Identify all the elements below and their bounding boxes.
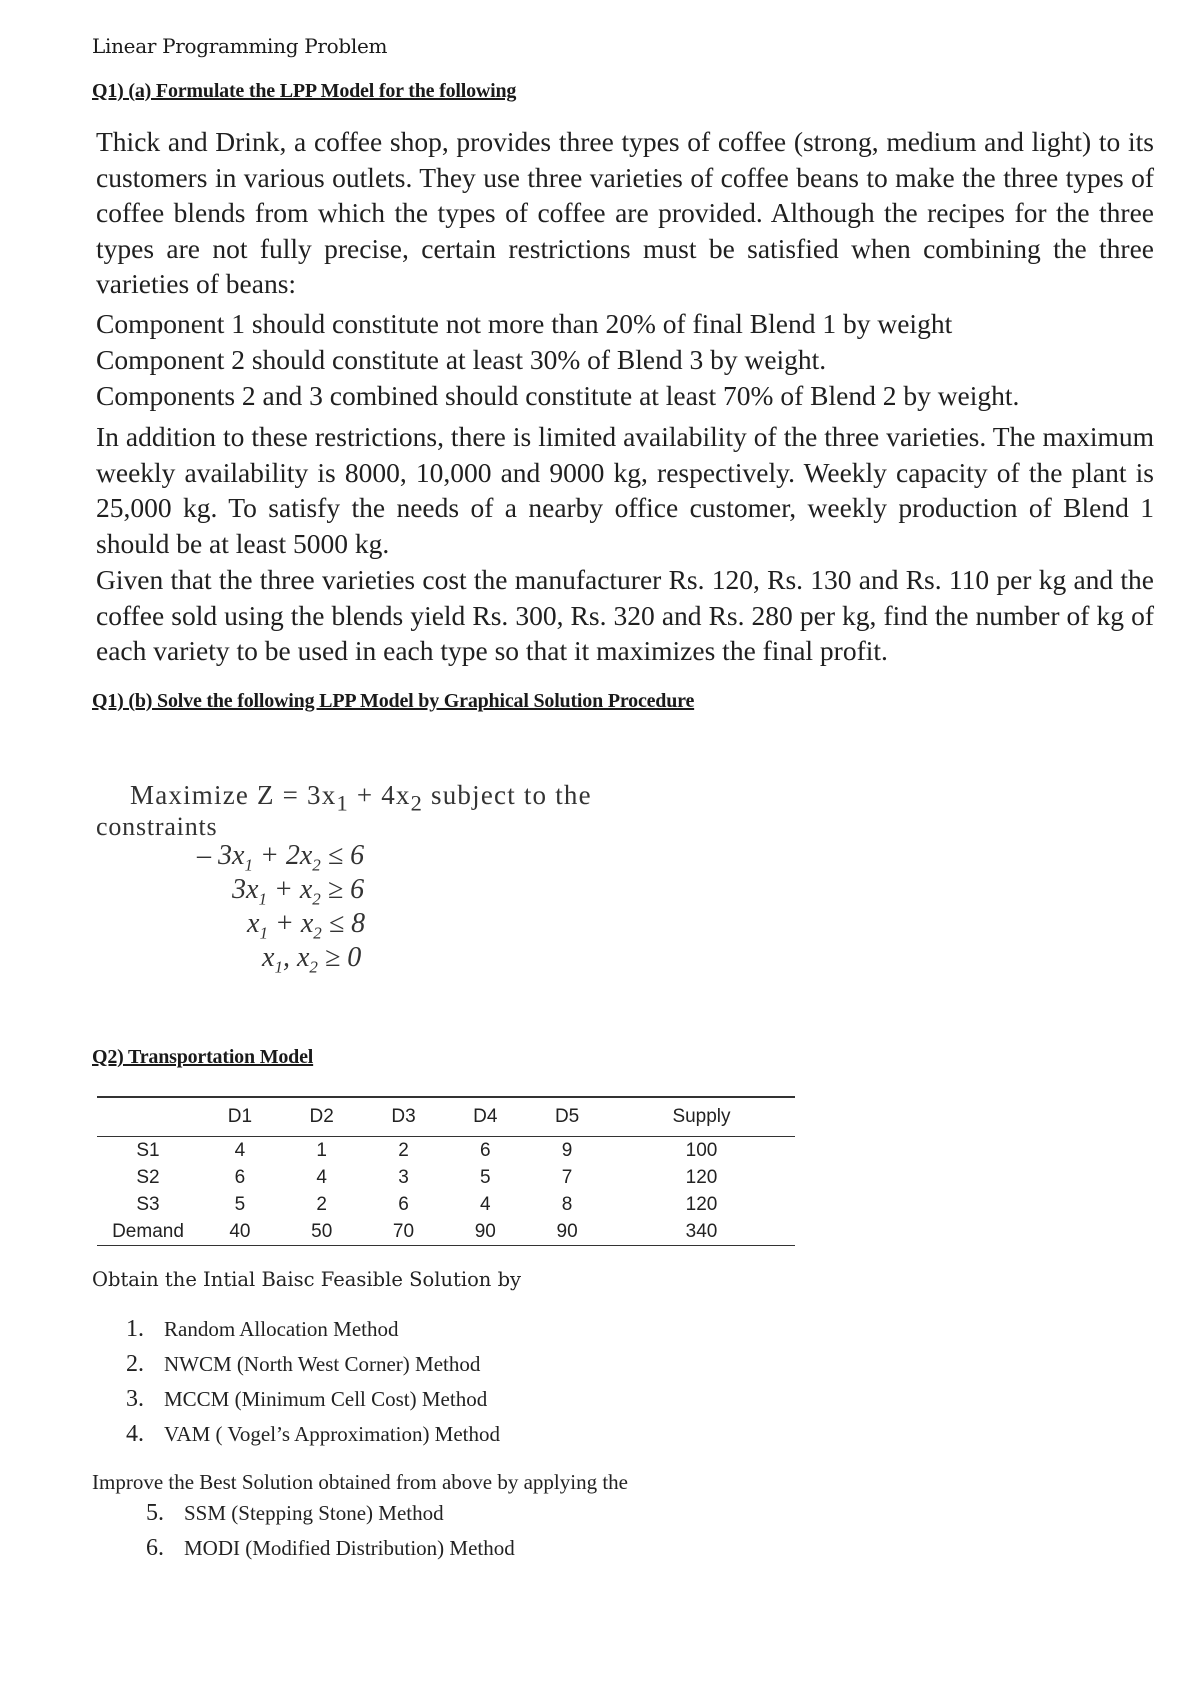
lp-constraint-2-sub-2: 2 [312,889,321,909]
lp-objective [130,780,592,816]
improve-instruction: Improve the Best Solution obtained from above by applying the [92,1470,628,1494]
table-cell: 1 [316,1139,327,1161]
lp-constraint-3-sub-2: 2 [313,923,322,943]
lp-constraint-1-a: – 3x [197,840,245,871]
list-item [126,1421,500,1456]
list-item [146,1535,515,1570]
lp-constraint-3-a: x [247,908,260,939]
q1b-heading: Q1) (b) Solve the following LPP Model by Graphical Solution Procedure [92,690,695,712]
table-cell: 100 [685,1139,718,1161]
table-cell: 340 [608,1218,795,1246]
table-cell: 120 [685,1166,718,1188]
objective-mid: + 4x [348,780,411,810]
table-cell: 6 [234,1166,246,1188]
objective-sub-2: 2 [410,790,424,816]
list-item [126,1386,500,1421]
table-cell: 50 [281,1218,363,1246]
lp-constraint-4 [262,942,361,978]
table-row [97,1137,795,1165]
lp-constraint-4-a: x [262,942,275,973]
availability-text: In addition to these restrictions, there is limited availability of the three varieties. The maximum weekly availability is 8000, 10,000 and 9000 kg, respectively. Weekly capacity of the plant is 25,000 kg. To satisfy the needs of a nearby office customer, weekly production of Blend 1 should be at least 5000 kg. [96,421,1154,559]
list-number: 4. [126,1421,144,1447]
obtain-instruction: Obtain the Intial Baisc Feasible Solution by [92,1268,522,1291]
list-label: NWCM (North West Corner) Method [164,1352,481,1376]
row-label: S2 [136,1166,160,1188]
table-row [97,1164,795,1191]
table-cell: 90 [444,1218,526,1246]
table-cell: 5 [234,1193,246,1215]
cost-text: Given that the three varieties cost the manufacturer Rs. 120, Rs. 130 and Rs. 110 per kg and the coffee sold using the blends yield Rs. 300, Rs. 320 and Rs. 280 per kg, find the number of kg of each variety to be used in each type so that it maximizes the final profit. [96,564,1154,666]
table-cell: 3 [398,1166,409,1188]
list-item [126,1316,500,1351]
lp-constraint-1-c: ≤ 6 [320,840,365,871]
lp-constraint-1-sub-2: 2 [312,855,321,875]
q1a-heading: Q1) (a) Formulate the LPP Model for the following [92,80,517,102]
lp-constraint-2-b: + x [266,874,313,905]
table-cell: 8 [561,1193,573,1215]
lp-constraint-2-a: 3x [232,874,259,905]
lp-constraint-3-b: + x [267,908,314,939]
column-header [97,1097,199,1137]
lp-constraint-4-sub-2: 2 [309,957,318,977]
list-label: Random Allocation Method [164,1317,399,1341]
column-header: D5 [526,1097,608,1137]
blend-constraint-1: Component 1 should constitute not more than 20% of final Blend 1 by weight [96,308,953,339]
table-cell: 4 [480,1193,491,1215]
lp-constraint-2-c: ≥ 6 [320,874,365,905]
list-number: 6. [146,1535,164,1561]
optimality-method-list [146,1500,515,1570]
list-item [146,1500,515,1535]
ibfs-method-list [126,1316,500,1456]
list-number: 3. [126,1386,144,1412]
table-header-row [97,1097,795,1137]
column-header: D2 [281,1097,363,1137]
table-cell: 5 [480,1166,491,1188]
table-cell: 6 [398,1193,409,1215]
table-cell: 2 [398,1139,409,1161]
list-number: 2. [126,1351,144,1377]
lp-constraint-1-sub-1: 1 [244,855,253,875]
list-number: 5. [146,1500,164,1526]
problem-intro [96,124,1154,302]
list-number: 1. [126,1316,144,1342]
table-cell: 9 [561,1139,573,1161]
objective-prefix: Maximize Z = 3x [130,780,337,810]
column-header: Supply [608,1097,795,1137]
list-label: MODI (Modified Distribution) Method [184,1536,515,1560]
document-title: Linear Programming Problem [92,34,388,58]
table-row [97,1218,795,1246]
availability-paragraph [96,419,1154,561]
list-label: MCCM (Minimum Cell Cost) Method [164,1387,488,1411]
lp-constraint-4-c: ≥ 0 [317,942,362,973]
lp-constraint-3-c: ≤ 8 [321,908,366,939]
transportation-table [97,1096,795,1246]
blend-constraint-3: Components 2 and 3 combined should constitute at least 70% of Blend 2 by weight. [96,380,1020,411]
lp-constraint-2 [232,874,364,910]
table-cell: 7 [561,1166,573,1188]
list-label: SSM (Stepping Stone) Method [184,1501,444,1525]
column-header: D1 [199,1097,281,1137]
lp-constraint-4-b: , x [282,942,310,973]
table-row [97,1191,795,1218]
q2-heading: Q2) Transportation Model [92,1046,314,1068]
lp-constraint-2-sub-1: 1 [258,889,267,909]
constraints-label: constraints [96,812,218,841]
table-cell: 4 [316,1166,327,1188]
column-header: D3 [363,1097,445,1137]
lp-constraint-1-b: + 2x [252,840,313,871]
lp-constraint-1 [197,840,364,876]
row-label: S3 [136,1193,160,1215]
lp-constraint-3-sub-1: 1 [259,923,268,943]
table-cell: 70 [363,1218,445,1246]
blend-constraint-2: Component 2 should constitute at least 30% of Blend 3 by weight. [96,344,827,375]
row-label: S1 [136,1139,160,1161]
row-label: Demand [97,1218,199,1246]
list-item [126,1351,500,1386]
problem-intro-text: Thick and Drink, a coffee shop, provides three types of coffee (strong, medium and light) to its customers in various outlets. They use three varieties of coffee beans to make the three types of coffee blends from which the types of coffee are provided. Although the recipes for the three types are not fully precise, certain restrictions must be satisfied when combining the three varieties of beans: [96,126,1154,299]
table-cell: 40 [199,1218,281,1246]
column-header: D4 [444,1097,526,1137]
table-cell: 120 [685,1193,718,1215]
objective-suffix: subject to the [423,780,592,810]
lp-constraint-4-sub-1: 1 [274,957,283,977]
cost-paragraph [96,562,1154,669]
list-label: VAM ( Vogel’s Approximation) Method [164,1422,501,1446]
lp-constraint-3 [247,908,365,944]
table-cell: 6 [480,1139,491,1161]
table-cell: 4 [234,1139,246,1161]
objective-sub-1: 1 [336,790,349,816]
table-cell: 90 [526,1218,608,1246]
table-cell: 2 [316,1193,327,1215]
